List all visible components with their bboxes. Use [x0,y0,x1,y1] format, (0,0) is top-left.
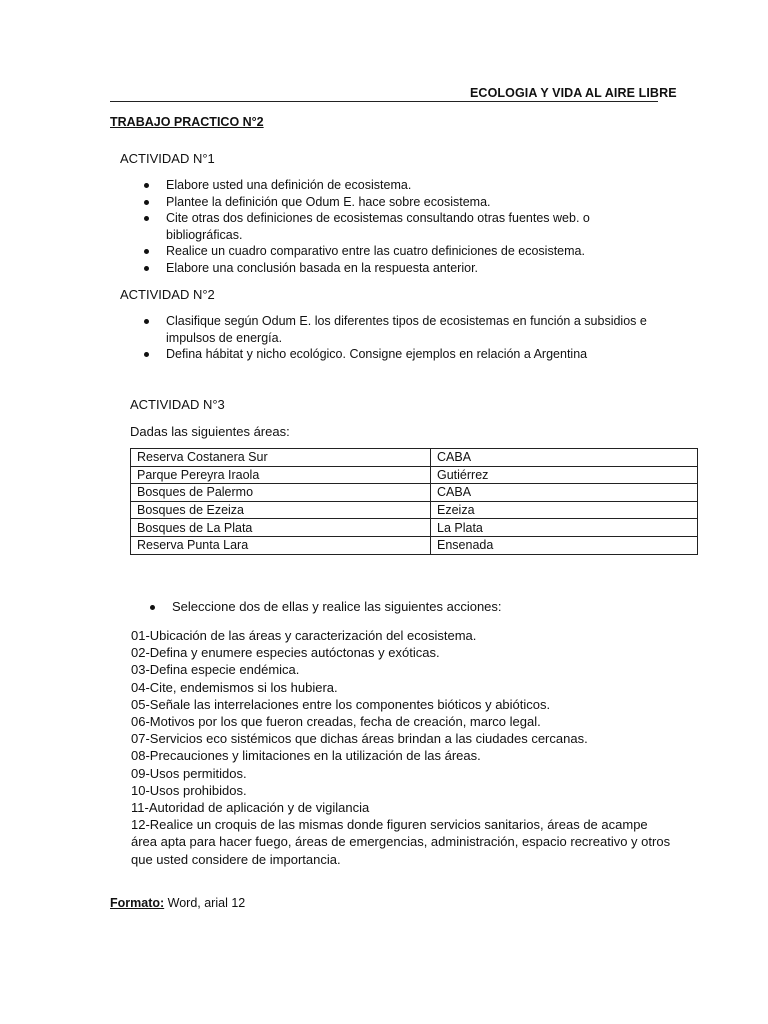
activity2-heading: ACTIVIDAD N°2 [120,287,215,302]
areas-table [130,448,698,555]
document-title: TRABAJO PRACTICO N°2 [110,115,264,129]
area-name: Bosques de Ezeiza [131,501,431,519]
action-item: 07-Servicios eco sistémicos que dichas áreas brindan a las ciudades cercanas. [131,731,588,747]
actions-list [131,627,670,868]
area-location: La Plata [431,519,698,537]
action-item: 08-Precauciones y limitaciones en la utilización de las áreas. [131,748,481,764]
list-item: Clasifique según Odum E. los diferentes tipos de ecosistemas en función a subsidios e impulsos de energía. [140,313,665,346]
course-header: ECOLOGIA Y VIDA AL AIRE LIBRE [470,86,677,100]
area-name: Reserva Costanera Sur [131,449,431,467]
table-row [131,449,698,467]
activity1-heading: ACTIVIDAD N°1 [120,151,215,166]
area-location: Ensenada [431,536,698,554]
action-item: 01-Ubicación de las áreas y caracterización del ecosistema. [131,628,477,643]
table-row [131,466,698,484]
table-row [131,484,698,502]
area-location: Ezeiza [431,501,698,519]
list-item: Elabore una conclusión basada en la respuesta anterior. [140,260,660,277]
action-item: 03-Defina especie endémica. [131,662,300,678]
area-name: Bosques de La Plata [131,519,431,537]
area-location: Gutiérrez [431,466,698,484]
activity2-list [140,313,665,363]
action-item: 04-Cite, endemismos si los hubiera. [131,679,338,695]
list-item: Plantee la definición que Odum E. hace sobre ecosistema. [140,194,660,211]
action-item: 12-Realice un croquis de las mismas donde figuren servicios sanitarios, áreas de acampe [131,817,648,833]
action-item: 05-Señale las interrelaciones entre los componentes bióticos y abióticos. [131,696,551,712]
activity3-bullet-list [146,599,646,616]
action-item: área apta para hacer fuego, áreas de emergencias, administración, espacio recreativo y otros [131,834,671,850]
action-item: 02-Defina y enumere especies autóctonas y exóticas. [131,645,440,661]
action-item: 10-Usos prohibidos. [131,782,247,798]
list-item: Seleccione dos de ellas y realice las siguientes acciones: [146,599,646,616]
format-label: Formato: [110,896,165,910]
table-row [131,536,698,554]
area-name: Parque Pereyra Iraola [131,466,431,484]
action-item: que usted considere de importancia. [131,851,341,867]
action-item: 11-Autoridad de aplicación y de vigilancia [131,800,370,816]
activity3-intro: Dadas las siguientes áreas: [130,424,290,439]
list-item: Elabore usted una definición de ecosistema. [140,177,660,194]
action-item: 09-Usos permitidos. [131,765,247,781]
table-row [131,501,698,519]
activity3-heading: ACTIVIDAD N°3 [130,397,225,412]
area-location: CABA [431,449,698,467]
area-location: CABA [431,484,698,502]
list-item: Cite otras dos definiciones de ecosistemas consultando otras fuentes web. o bibliográficas. [140,210,660,243]
format-value: Word, arial 12 [164,896,246,910]
activity1-list [140,177,660,276]
list-item: Realice un cuadro comparativo entre las cuatro definiciones de ecosistema. [140,243,660,260]
area-name: Bosques de Palermo [131,484,431,502]
header-rule [110,101,658,102]
list-item: Defina hábitat y nicho ecológico. Consigne ejemplos en relación a Argentina [140,346,665,363]
action-item: 06-Motivos por los que fueron creadas, fecha de creación, marco legal. [131,714,541,730]
table-row [131,519,698,537]
format-line [110,896,245,910]
area-name: Reserva Punta Lara [131,536,431,554]
